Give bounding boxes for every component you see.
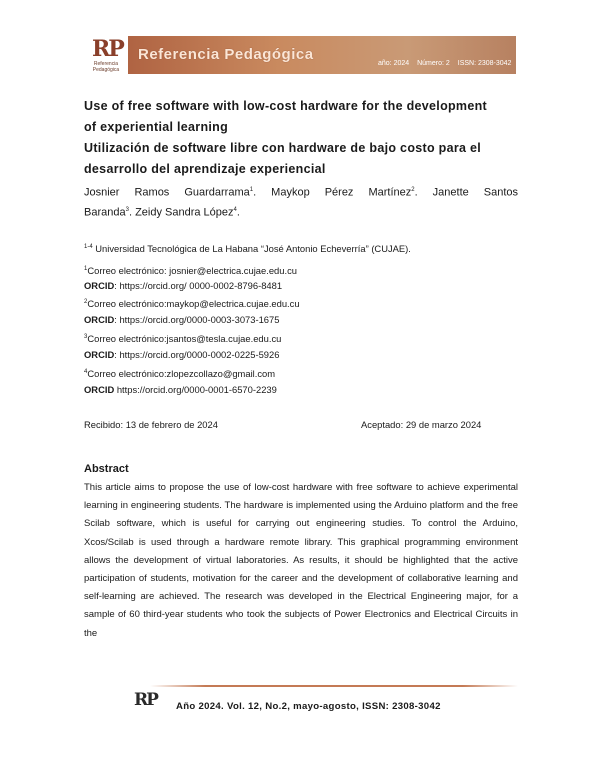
title-es-line2: desarrollo del aprendizaje experiencial (84, 162, 326, 176)
received-date: Recibido: 13 de febrero de 2024 (84, 419, 218, 430)
footer-divider (150, 685, 518, 687)
orcid-link-4[interactable]: https://orcid.org/0000-0001-6570-2239 (116, 384, 277, 395)
email-link-1[interactable]: josnier@electrica.cujae.edu.cu (169, 265, 297, 277)
footer-logo: RP (134, 690, 157, 710)
orcid-link-1[interactable]: https://orcid.org/ 0000-0002-8796-8481 (119, 280, 283, 291)
email-link-2[interactable]: maykop@electrica.cujae.edu.cu (166, 298, 300, 310)
journal-logo-subtitle: Referencia Pedagógica (92, 61, 120, 73)
journal-year: año: 2024 (378, 60, 410, 67)
orcid-link-3[interactable]: https://orcid.org/0000-0002-0225-5926 (119, 349, 280, 360)
email-3: $^3$Correo electrónico:jsantos@tesla.cujae.edu.cu (84, 333, 282, 345)
journal-issn: ISSN: 2308-3042 (457, 60, 512, 67)
journal-meta (378, 60, 517, 67)
email-link-3[interactable]: jsantos@tesla.cujae.edu.cu (166, 333, 282, 345)
journal-logo-mark: RP (92, 36, 123, 62)
authors-line2: Baranda$^3$. Zeidy Sandra López$^4$. (84, 206, 240, 219)
orcid-2: ORCID: https://orcid.org/0000-0003-3073-1675 (84, 314, 280, 325)
title-en-line1: Use of free software with low-cost hardware for the development (84, 99, 487, 113)
footer-citation: Año 2024. Vol. 12, No.2, mayo-agosto, ISSN: 2308-3042 (176, 701, 441, 712)
orcid-3: ORCID: https://orcid.org/0000-0002-0225-5926 (84, 349, 280, 360)
journal-number: Número: 2 (417, 60, 450, 67)
author-3-first: Janette Santos (432, 186, 518, 199)
orcid-link-2[interactable]: https://orcid.org/0000-0003-3073-1675 (119, 314, 280, 325)
abstract-heading: Abstract (84, 463, 129, 475)
author-4: Zeidy Sandra López (135, 206, 234, 219)
author-2: Maykop Pérez Martínez (271, 186, 412, 199)
title-es-line1: Utilización de software libre con hardware de bajo costo para el (84, 141, 482, 155)
author-1: Josnier Ramos Guardarrama (84, 186, 250, 199)
email-4: $^4$Correo electrónico:zlopezcollazo@gmail.com (84, 368, 276, 380)
orcid-1: ORCID: https://orcid.org/ 0000-0002-8796-8481 (84, 280, 283, 291)
orcid-4: ORCID https://orcid.org/0000-0001-6570-2239 (84, 384, 277, 395)
author-3-last: Baranda (84, 206, 126, 219)
journal-title: Referencia Pedagógica (138, 46, 314, 63)
email-1: $^1$Correo electrónico: josnier@electrica.cujae.edu.cu (84, 265, 297, 277)
email-2: $^2$Correo electrónico:maykop@electrica.cujae.edu.cu (84, 298, 300, 310)
abstract-body: This article aims to propose the use of low-cost hardware with free software to achieve experimental learning in engineering students. The hardware is implemented using the Arduino platform and the free Scilab software, which is useful for carrying out engineering studies. To control the Arduino, Xcos/Scilab is used through a hardware remote library. This graphical programming environment allows the development of virtual laboratories. As results, it should be highlighted that the active participation of students, motivation for the career and the development of collaborative learning and self-learning are achieved. The research was developed in the Electrical Engineering major, for a sample of 60 third-year students who took the subjects of Power Electronics and Electrical Circuits in the (84, 482, 518, 639)
email-link-4[interactable]: zlopezcollazo@gmail.com (166, 368, 276, 380)
authors-line1: Josnier Ramos Guardarrama$^1$. Maykop Pérez Martínez$^2$. Janette Santos (84, 186, 518, 199)
accepted-date: Aceptado: 29 de marzo 2024 (361, 419, 482, 430)
article-title (84, 96, 518, 180)
affiliation: $^{1-4}$ Universidad Tecnológica de La Habana “José Antonio Echeverría” (CUJAE). (84, 243, 411, 255)
title-en-line2: of experiential learning (84, 120, 229, 134)
